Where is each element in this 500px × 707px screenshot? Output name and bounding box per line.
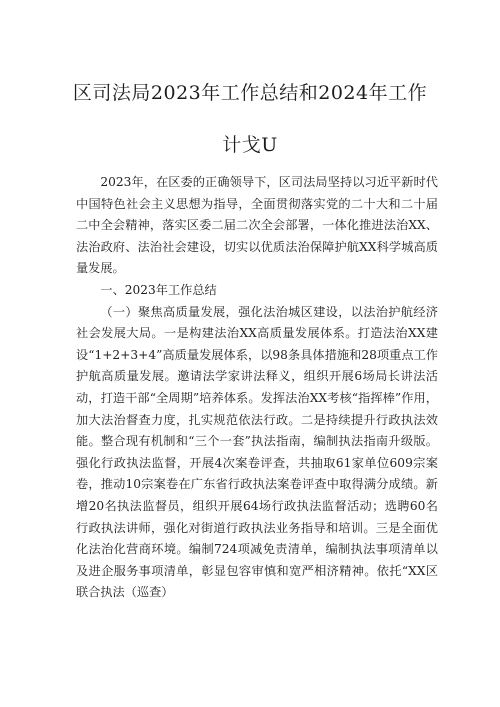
document-title-line-2: 计戈U (222, 134, 278, 156)
intro-paragraph: 2023年，在区委的正确领导下，区司法局坚持以习近平新时代中国特色社会主义思想为指导，全面贯彻落实党的二十大和二十届二中全会精神，落实区委二届二次全会部署，一体化推进法治XX、法治政府、法治社会建设，切实以优质法治保障护航XX科学城高质量发展。 (76, 175, 438, 276)
document-title-line-1: 区司法局2023年工作总结和2024年工作 (72, 82, 428, 104)
section-heading: 一、2023年工作总结 (100, 282, 217, 297)
body-paragraph: （一）聚焦高质量发展，强化法治城区建设，以法治护航经济社会发展大局。一是构建法治XX高质量发展体系。打造法治XX建设“1+2+3+4”高质量发展体系，以98条具体措施和28项重点工作护航高质量发展。邀请法学家讲法释义，组织开展6场局长讲法活动，打造干部“全周期”培养体系。发挥法治XX考核“指挥棒”作用，加大法治督查力度，扎实规范依法行政。二是持续提升行政执法效能。整合现有机制和“三个一套”执法指南，编制执法指南升级版。强化行政执法监督，开展4次案卷评查，共抽取61家单位609宗案卷，推动10宗案卷在广东省行政执法案卷评查中取得满分成绩。新增20名执法监督员，组织开展64场行政执法监督活动；选聘60名行政执法讲师，强化对街道行政执法业务指导和培训。三是全面优化法治化营商环境。编制724项减免责清单，编制执法事项清单以及进企服务事项清单，彰显包容审慎和宽严相济精神。依托“XX区联合执法（巡查） (76, 304, 438, 600)
document-body (76, 172, 438, 604)
